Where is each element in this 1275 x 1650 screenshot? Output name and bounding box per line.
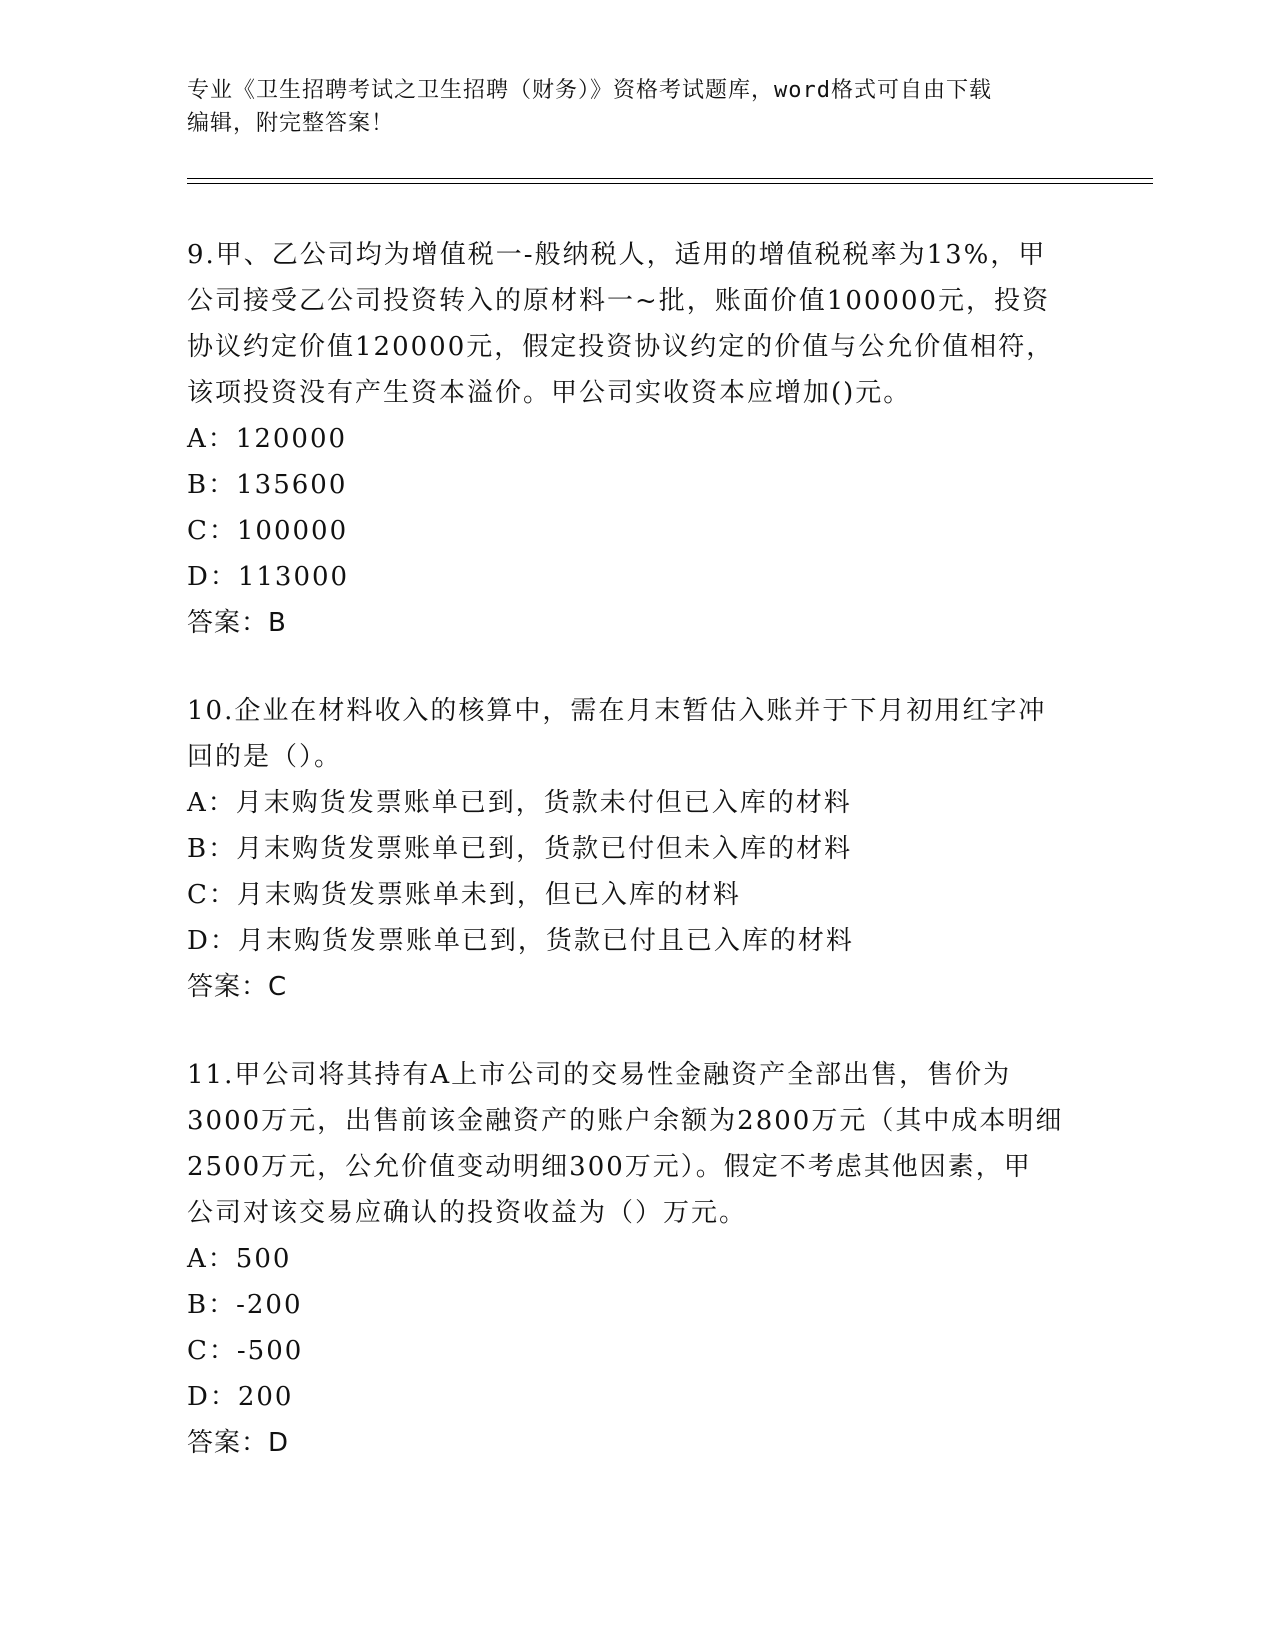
option-c: C：100000: [187, 516, 349, 546]
question-stem-line: 11.甲公司将其持有A上市公司的交易性金融资产全部出售，售价为: [187, 1060, 1012, 1090]
answer-label: 答案：B: [187, 608, 287, 638]
question-11: [187, 1052, 1087, 1466]
question-stem-line: 10.企业在材料收入的核算中，需在月末暂估入账并于下月初用红字冲: [187, 696, 1047, 726]
question-9: [187, 232, 1087, 646]
question-10: [187, 688, 1087, 1010]
option-c: C：-500: [187, 1336, 304, 1366]
question-stem-line: 该项投资没有产生资本溢价。甲公司实收资本应增加()元。: [187, 378, 912, 408]
header-line-2: 编辑，附完整答案！: [187, 111, 395, 136]
header-divider-bottom: [187, 183, 1153, 184]
option-a: A：500: [187, 1244, 292, 1274]
document-header: [187, 74, 1067, 140]
question-stem-line: 公司对该交易应确认的投资收益为（）万元。: [187, 1198, 748, 1228]
answer-label: 答案：C: [187, 972, 288, 1002]
question-stem-line: 3000万元，出售前该金融资产的账户余额为2800万元（其中成本明细: [187, 1106, 1064, 1136]
question-stem-line: 9.甲、乙公司均为增值税一-般纳税人，适用的增值税税率为13%，甲: [187, 240, 1047, 270]
option-b: B：135600: [187, 470, 348, 500]
question-stem-line: 公司接受乙公司投资转入的原材料一~批，账面价值100000元，投资: [187, 286, 1051, 316]
question-stem-line: 协议约定价值120000元，假定投资协议约定的价值与公允价值相符，: [187, 332, 1055, 362]
option-d: D：200: [187, 1382, 294, 1412]
answer-label: 答案：D: [187, 1428, 290, 1458]
header-divider-top: [187, 178, 1153, 179]
question-stem-line: 2500万元，公允价值变动明细300万元）。假定不考虑其他因素，甲: [187, 1152, 1032, 1182]
option-b: B：-200: [187, 1290, 303, 1320]
option-c: C：月末购货发票账单未到，但已入库的材料: [187, 880, 741, 910]
header-line-1: 专业《卫生招聘考试之卫生招聘（财务）》资格考试题库，word格式可自由下载: [187, 78, 992, 103]
option-b: B：月末购货发票账单已到，货款已付但未入库的材料: [187, 834, 853, 864]
option-d: D：月末购货发票账单已到，货款已付且已入库的材料: [187, 926, 854, 956]
question-stem-line: 回的是（）。: [187, 742, 343, 772]
option-d: D：113000: [187, 562, 350, 592]
option-a: A：月末购货发票账单已到，货款未付但已入库的材料: [187, 788, 852, 818]
option-a: A：120000: [187, 424, 348, 454]
